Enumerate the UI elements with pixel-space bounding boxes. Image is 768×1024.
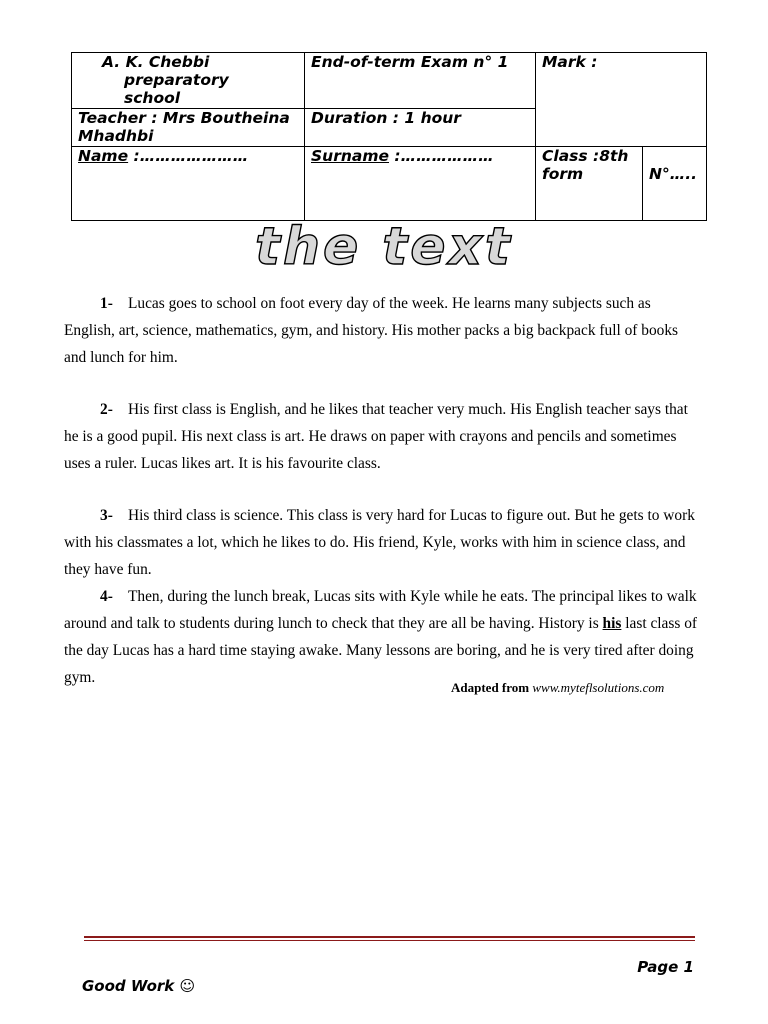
paragraph-text: His first class is English, and he likes that teacher very much. His English teacher says that he is a good pupil. His next class is art. He draws on paper with crayons and pencils and sometimes uses a ruler. Lucas likes art. It is his favourite class. (64, 401, 688, 472)
source-url: www.myteflsolutions.com (532, 680, 665, 695)
name-field (72, 147, 305, 221)
paragraph-4 (64, 583, 700, 691)
exam-title-cell: End-of-term Exam n° 1 (305, 53, 536, 109)
paragraph-number: 2- (100, 401, 113, 418)
school-name-cell (72, 53, 305, 109)
exam-header-table (71, 52, 707, 221)
duration-cell: Duration : 1 hour (305, 109, 536, 147)
footer-rule-thick (84, 936, 695, 938)
school-name-line3: school (124, 89, 181, 107)
paragraph-3 (64, 502, 700, 583)
source-label: Adapted from (451, 680, 530, 695)
paragraph-text-after: last class of the day Lucas has a hard time staying awake. Many lessons are boring, and he is very tired after doing gym. (64, 615, 698, 686)
surname-dots: :……………… (389, 147, 494, 165)
mark-cell: Mark : (536, 53, 707, 147)
title-text: the text (255, 222, 513, 272)
name-dots: :………………… (128, 147, 249, 165)
paragraph-number: 4- (100, 588, 113, 605)
surname-field (305, 147, 536, 221)
title-wordart (194, 222, 574, 272)
paragraph-number: 1- (100, 295, 113, 312)
paragraph-number: 3- (100, 507, 113, 524)
paragraph-1 (64, 290, 700, 371)
paragraph-2 (64, 396, 700, 477)
title-banner (0, 222, 768, 277)
class-cell: Class :8th form (536, 147, 643, 221)
closing-message: Good Work ☺ (82, 977, 196, 995)
emphasized-word: his (602, 615, 622, 632)
paragraph-text: Lucas goes to school on foot every day of the week. He learns many subjects such as English, art, science, mathematics, gym, and history. His mother packs a big backpack full of books and lunch for him. (64, 295, 679, 366)
surname-label: Surname (311, 147, 389, 165)
number-cell: N°….. (643, 147, 707, 221)
source-credit (451, 680, 664, 696)
school-name-line1: A. K. Chebbi (102, 53, 210, 71)
page-number: Page 1 (637, 958, 694, 976)
school-name-line2: preparatory (124, 71, 229, 89)
name-label: Name (78, 147, 129, 165)
paragraph-text-before: Then, during the lunch break, Lucas sits with Kyle while he eats. The principal likes to walk around and talk to students during lunch to check that they are all be having. History is (64, 588, 697, 632)
footer-rule-thin (84, 940, 695, 941)
paragraph-text: His third class is science. This class is very hard for Lucas to figure out. But he gets to work with his classmates a lot, which he likes to do. His friend, Kyle, works with him in science class, and they have fun. (64, 507, 695, 578)
teacher-cell: Teacher : Mrs Boutheina Mhadhbi (72, 109, 305, 147)
